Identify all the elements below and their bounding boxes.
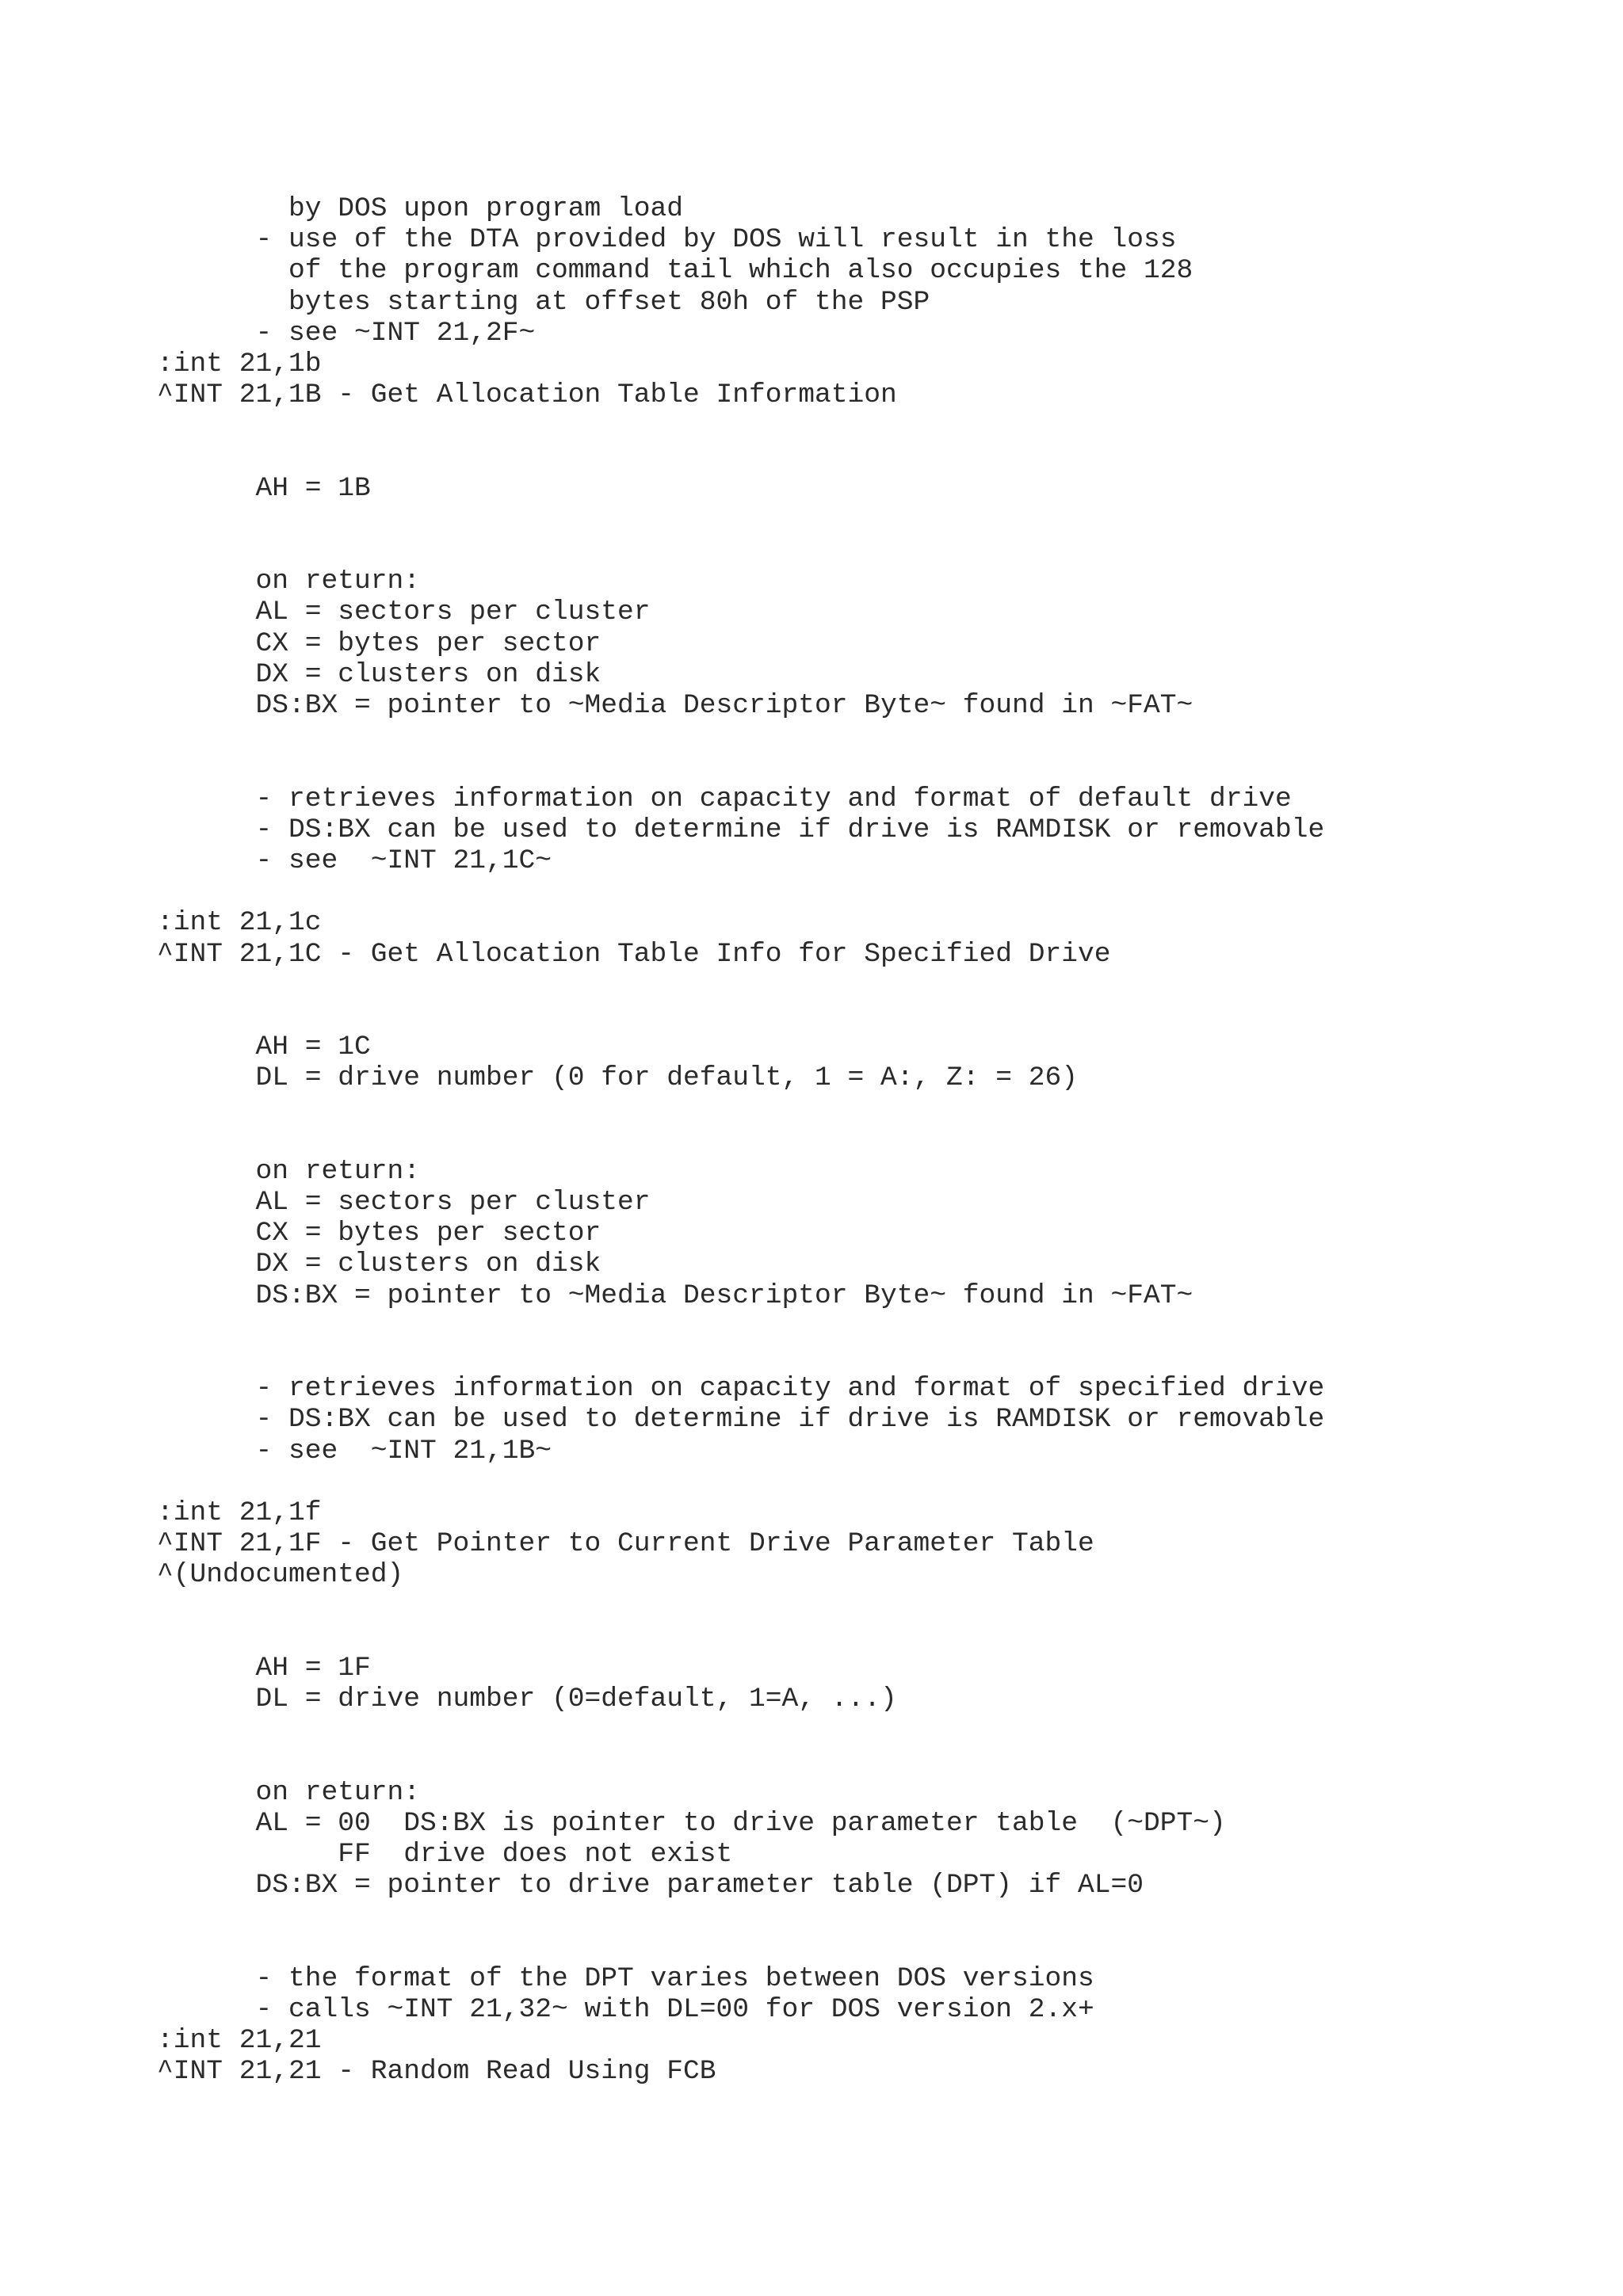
text-line: - DS:BX can be used to determine if drive is RAMDISK or removable <box>157 814 1325 845</box>
text-line: bytes starting at offset 80h of the PSP <box>157 286 930 318</box>
blank-line <box>157 1622 1599 1653</box>
topic-marker: :int 21,1f <box>157 1497 322 1528</box>
register-line: CX = bytes per sector <box>157 1218 601 1249</box>
text-line: - retrieves information on capacity and format of default drive <box>157 783 1292 814</box>
register-line: AL = 00 DS:BX is pointer to drive parameter table (~DPT~) <box>157 1807 1226 1839</box>
blank-line <box>157 1093 1599 1124</box>
register-line: DL = drive number (0 for default, 1 = A:, Z: = 26) <box>157 1062 1079 1094</box>
section-heading: ^INT 21,21 - Random Read Using FCB <box>157 2056 716 2088</box>
document-page <box>157 193 1599 2087</box>
blank-line <box>157 410 1599 441</box>
blank-line <box>157 535 1599 566</box>
blank-line <box>157 752 1599 783</box>
text-line: - use of the DTA provided by DOS will result in the loss <box>157 224 1177 256</box>
topic-marker: :int 21,21 <box>157 2025 322 2057</box>
blank-line <box>157 1714 1599 1745</box>
text-line: - calls ~INT 21,32~ with DL=00 for DOS version 2.x+ <box>157 1993 1094 2025</box>
topic-marker: :int 21,1c <box>157 907 322 939</box>
section-subheading: ^(Undocumented) <box>157 1559 404 1591</box>
blank-line <box>157 1745 1599 1776</box>
blank-line <box>157 1311 1599 1342</box>
blank-line <box>157 1125 1599 1156</box>
text-line: by DOS upon program load <box>157 193 684 224</box>
text-line: - DS:BX can be used to determine if drive is RAMDISK or removable <box>157 1404 1325 1436</box>
cross-reference-line: - see ~INT 21,1C~ <box>157 845 552 876</box>
blank-line <box>157 504 1599 535</box>
section-heading: ^INT 21,1F - Get Pointer to Current Drive Parameter Table <box>157 1528 1094 1560</box>
blank-line <box>157 876 1599 907</box>
register-line: DS:BX = pointer to ~Media Descriptor Byte~ found in ~FAT~ <box>157 1280 1193 1311</box>
section-heading: ^INT 21,1C - Get Allocation Table Info for Specified Drive <box>157 938 1111 970</box>
blank-line <box>157 970 1599 1001</box>
blank-line <box>157 1466 1599 1497</box>
blank-line <box>157 721 1599 752</box>
register-line: DL = drive number (0=default, 1=A, ...) <box>157 1684 897 1714</box>
register-line: AH = 1B <box>157 472 371 504</box>
text-line: - retrieves information on capacity and format of specified drive <box>157 1373 1325 1405</box>
blank-line <box>157 1932 1599 1963</box>
section-heading: ^INT 21,1B - Get Allocation Table Information <box>157 379 897 411</box>
text-line: - the format of the DPT varies between DOS versions <box>157 1962 1094 1994</box>
text-line: on return: <box>157 566 421 597</box>
register-line: AH = 1C <box>157 1032 371 1063</box>
register-line: DS:BX = pointer to drive parameter table (DPT) if AL=0 <box>157 1870 1144 1901</box>
register-line: DX = clusters on disk <box>157 1249 601 1280</box>
blank-line <box>157 1901 1599 1932</box>
cross-reference-line: - see ~INT 21,2F~ <box>157 317 536 349</box>
register-line: DX = clusters on disk <box>157 658 601 690</box>
register-line: DS:BX = pointer to ~Media Descriptor Byte~ found in ~FAT~ <box>157 690 1193 721</box>
blank-line <box>157 1590 1599 1621</box>
register-line: AL = sectors per cluster <box>157 597 651 628</box>
register-line: AH = 1F <box>157 1652 371 1684</box>
register-line: AL = sectors per cluster <box>157 1187 651 1218</box>
topic-marker: :int 21,1b <box>157 348 322 379</box>
blank-line <box>157 1342 1599 1373</box>
register-line: FF drive does not exist <box>157 1838 733 1870</box>
text-line: on return: <box>157 1776 421 1808</box>
blank-line <box>157 1001 1599 1032</box>
register-line: CX = bytes per sector <box>157 627 601 659</box>
cross-reference-line: - see ~INT 21,1B~ <box>157 1435 552 1466</box>
blank-line <box>157 442 1599 473</box>
text-line: of the program command tail which also occupies the 128 <box>157 255 1193 287</box>
text-line: on return: <box>157 1155 421 1187</box>
